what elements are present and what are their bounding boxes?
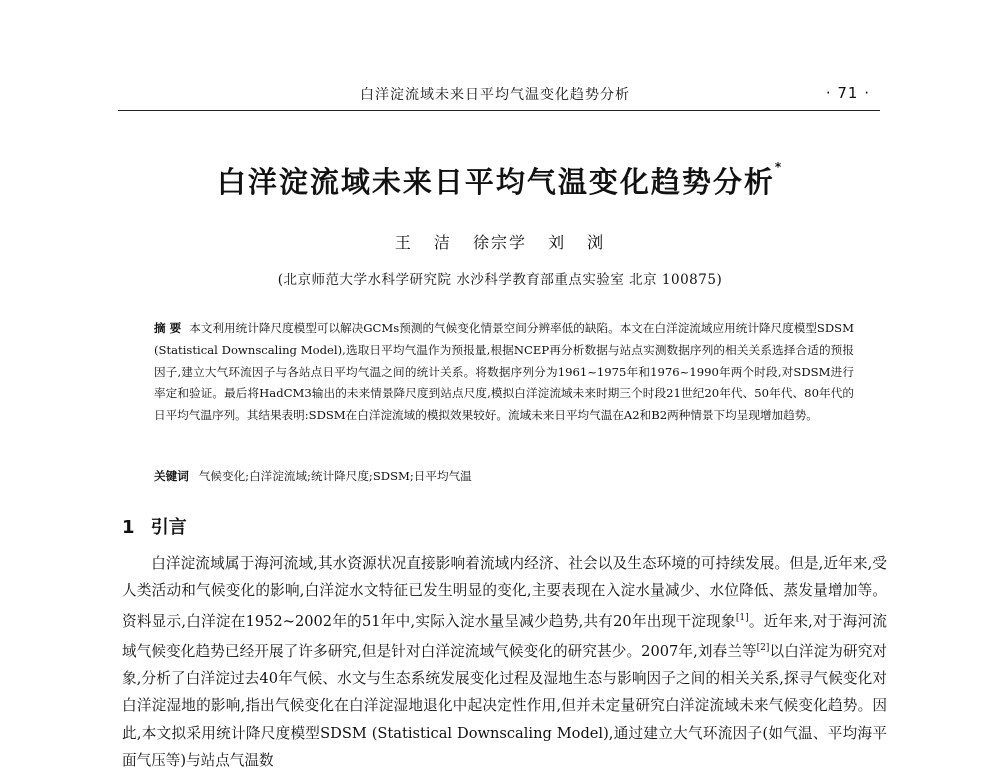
section-heading: 1 引言: [122, 517, 187, 538]
paragraph-part-3: 以白洋淀为研究对象,分析了白洋淀过去40年气候、水文与生态系统发展变化过程及湿地生态与影响因子之间的相关关系,探寻气候变化对白洋淀湿地的影响,指出气候变化在白洋淀湿地退化中起决定性作用,但并未定量研究白洋淀流域未来气候变化趋势。因此,本文拟采用统计降尺度模型SDSM (Statistical Downscaling Model),通过建立大气环流因子(如气温、平均海平面气压等)与站点气温数: [122, 642, 887, 769]
abstract: [154, 318, 854, 427]
keywords: [154, 466, 854, 486]
paragraph-part-1: 白洋淀流域属于海河流域,其水资源状况直接影响着流域内经济、社会以及生态环境的可持续发展。但是,近年来,受人类活动和气候变化的影响,白洋淀水文特征已发生明显的变化,主要表现在入淀水量减少、水位降低、蒸发量增加等。资料显示,白洋淀在1952~2002年的51年中,实际入淀水量呈减少趋势,共有20年出现干淀现象: [122, 555, 887, 630]
keywords-label: 关键词: [154, 469, 189, 483]
page-number: · 71 ·: [825, 84, 870, 102]
paragraph-part-2: 。近年来,对于海河流域气候变化趋势已经开展了许多研究,但是针对白洋淀流域气候变化的研究甚少。2007年,刘春兰等: [122, 612, 887, 660]
reference-link-2[interactable]: [2]: [756, 642, 770, 653]
abstract-label: 摘 要: [154, 321, 182, 335]
running-header: [118, 84, 880, 111]
affiliation: (北京师范大学水科学研究院 水沙科学教育部重点实验室 北京 100875): [277, 272, 723, 288]
authors: 王 洁 徐宗学 刘 浏: [394, 233, 606, 252]
abstract-text: 本文利用统计降尺度模型可以解决GCMs预测的气候变化情景空间分辨率低的缺陷。本文在白洋淀流域应用统计降尺度模型SDSM (Statistical Downscaling Model),选取日平均气温作为预报量,根据NCEP再分析数据与站点实测数据序列的相关关系选择合适的预报因子,建立大气环流因子与各站点日平均气温之间的统计关系。将数据序列分为1961~1975年和1976~1990年两个时段,对SDSM进行率定和验证。最后将HadCM3输出的未来情景降尺度到站点尺度,模拟白洋淀流域未来时期三个时段21世纪20年代、50年代、80年代的日平均气温序列。其结果表明:SDSM在白洋淀流域的模拟效果较好。流域未来日平均气温在A2和B2两种情景下均呈现增加趋势。: [154, 321, 854, 423]
title-footnote-mark: *: [774, 160, 784, 174]
running-title: 白洋淀流域未来日平均气温变化趋势分析: [360, 87, 630, 103]
body-paragraph: [122, 550, 887, 774]
paper-title: [0, 160, 1000, 201]
paper-title-text: 白洋淀流域未来日平均气温变化趋势分析: [216, 165, 775, 199]
reference-link-1[interactable]: [1]: [735, 612, 749, 623]
keywords-text: 气候变化;白洋淀流域;统计降尺度;SDSM;日平均气温: [198, 469, 472, 483]
